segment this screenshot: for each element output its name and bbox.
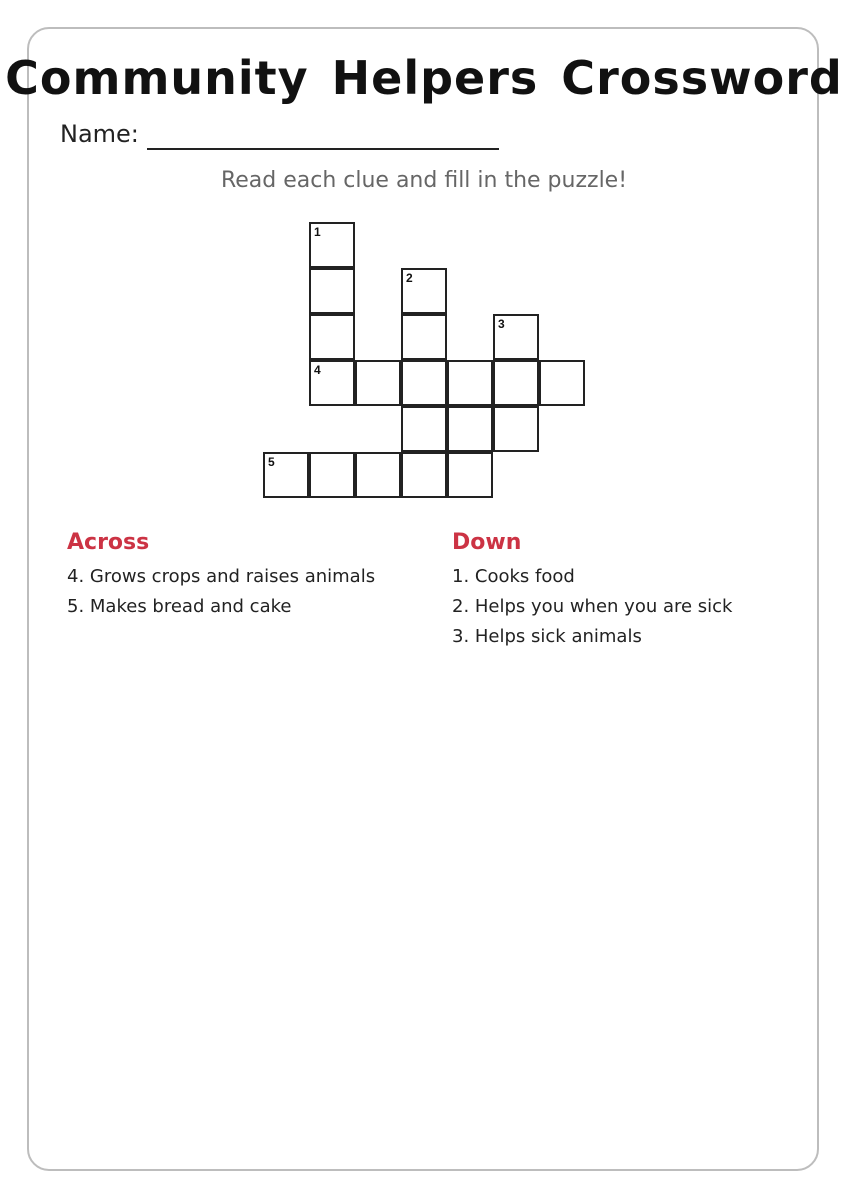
instructions: Read each clue and fill in the puzzle! [220, 168, 628, 193]
clue-item: 2. Helps you when you are sick [452, 596, 733, 617]
grid-cell[interactable] [401, 360, 447, 406]
clue-item: 4. Grows crops and raises animals [67, 566, 376, 587]
grid-cell[interactable] [309, 452, 355, 498]
clue-number: 4 [314, 363, 321, 377]
clue-number: 2 [406, 271, 413, 285]
grid-cell[interactable] [401, 268, 447, 314]
clue-number: 3 [498, 317, 505, 331]
grid-cell[interactable] [401, 406, 447, 452]
clue-number: 1 [314, 225, 321, 239]
grid-cell[interactable] [447, 406, 493, 452]
down-heading: Down [452, 530, 522, 555]
grid-cell[interactable] [355, 360, 401, 406]
grid-cell[interactable] [309, 268, 355, 314]
clue-item: 1. Cooks food [452, 566, 575, 587]
clue-number: 5 [268, 455, 275, 469]
crossword-grid [0, 0, 848, 520]
grid-cell[interactable] [539, 360, 585, 406]
name-label: Name: [60, 120, 139, 148]
grid-cell[interactable] [309, 360, 355, 406]
page-title: Community Helpers Crossword [5, 51, 843, 105]
clue-item: 5. Makes bread and cake [67, 596, 292, 617]
grid-cell[interactable] [493, 406, 539, 452]
grid-cell[interactable] [263, 452, 309, 498]
grid-cell[interactable] [355, 452, 401, 498]
grid-cell[interactable] [401, 314, 447, 360]
across-heading: Across [67, 530, 150, 555]
grid-cell[interactable] [309, 222, 355, 268]
across-clues [67, 528, 375, 622]
grid-cell[interactable] [309, 314, 355, 360]
down-clues [452, 528, 733, 652]
clue-item: 3. Helps sick animals [452, 626, 642, 647]
grid-cell[interactable] [447, 360, 493, 406]
grid-cell[interactable] [493, 314, 539, 360]
grid-cell[interactable] [401, 452, 447, 498]
grid-cell[interactable] [493, 360, 539, 406]
grid-cell[interactable] [447, 452, 493, 498]
